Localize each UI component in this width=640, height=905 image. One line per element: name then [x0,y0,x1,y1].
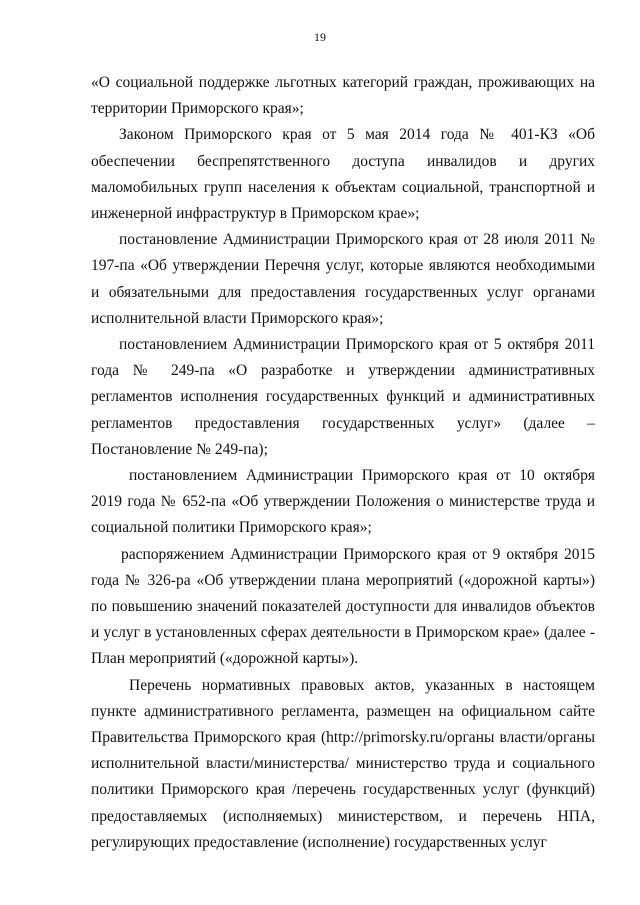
paragraph-decree-249pa: постановлением Администрации Приморского края от 5 октября 2011 года № 249-па «О разработке и утверждении административных регламентов исполнения государственных функций и административных регламентов предоставления государственных услуг» (далее – Постановление № 249-па); [91,336,595,458]
page-number: 19 [314,30,326,44]
document-body [91,70,595,856]
paragraph-continuation: «О социальной поддержке льготных категорий граждан, проживающих на территории Приморского края»; [91,74,595,118]
paragraph-decree-652pa: постановлением Администрации Приморского края от 10 октября 2019 года № 652-па «Об утверждении Положения о министерстве труда и социальной политики Приморского края»; [91,467,595,537]
paragraph-npa-list: Перечень нормативных правовых актов, указанных в настоящем пункте административного регламента, размещен на официальном сайте Правительства Приморского края (http://primorsky.ru/органы власти/органы исполнительной власти/министерства/ министерство труда и социального политики Приморского края /перечень государственных услуг (функций) предоставляемых (исполняемых) министерством, и перечень НПА, регулирующих предоставление (исполнение) государственных услуг [91,676,595,851]
paragraph-decree-197pa: постановление Администрации Приморского края от 28 июля 2011 № 197-па «Об утверждении Перечня услуг, которые являются необходимыми и обязательными для предоставления государственных услуг органами исполнительной власти Приморского края»; [91,231,595,327]
paragraph-law-401kz: Законом Приморского края от 5 мая 2014 года № 401-КЗ «Об обеспечении беспрепятственного доступа инвалидов и других маломобильных групп населения к объектам социальной, транспортной и инженерной инфраструктур в Приморском крае»; [91,126,595,223]
paragraph-order-326ra: распоряжением Администрации Приморского края от 9 октября 2015 года № 326-ра «Об утверждении плана мероприятий («дорожной карты») по повышению значений показателей доступности для инвалидов объектов и услуг в установленных сферах деятельности в Приморском крае» (далее - План мероприятий («дорожной карты»). [91,545,595,668]
